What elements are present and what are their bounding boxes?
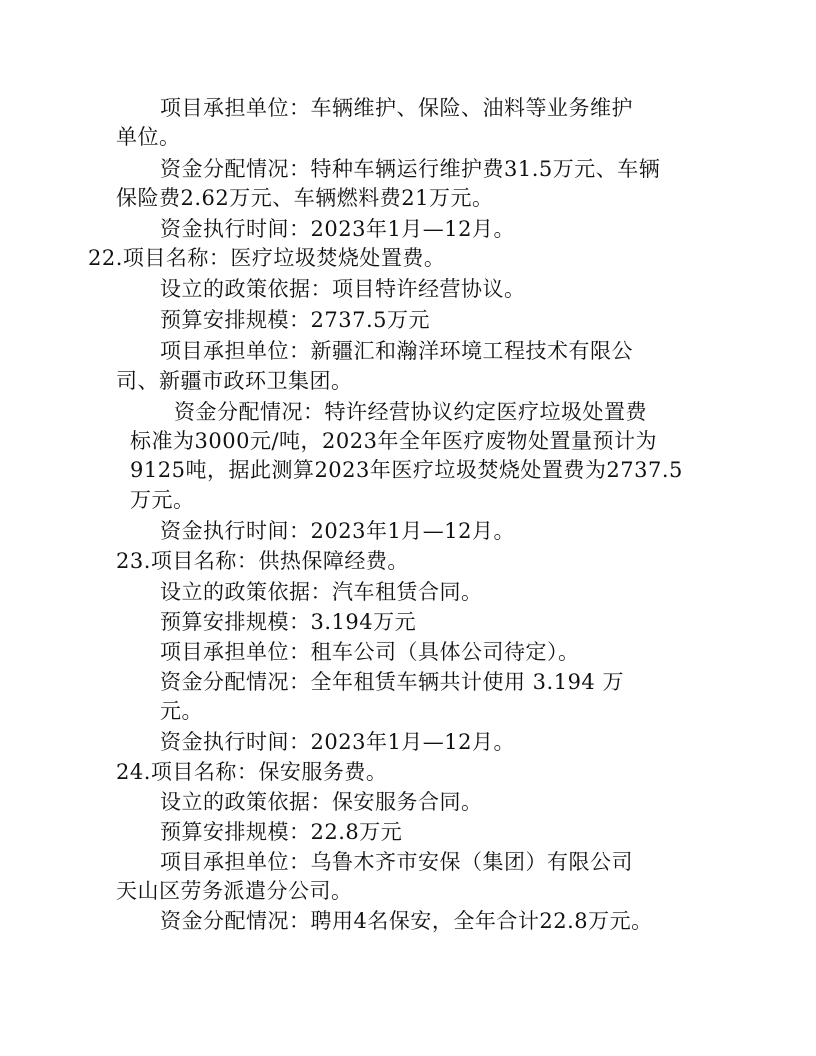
text-line: 设立的政策依据：汽车租赁合同。 bbox=[160, 580, 483, 604]
text-line: 资金执行时间：2023年1月—12月。 bbox=[160, 730, 516, 754]
text-line: 预算安排规模：22.8万元 bbox=[160, 820, 403, 844]
text-line: 天山区劳务派遣分公司。 bbox=[116, 879, 353, 903]
text-line: 司、新疆市政环卫集团。 bbox=[116, 369, 353, 393]
text-line: 资金分配情况：特许经营协议约定医疗垃圾处置费 bbox=[174, 400, 647, 424]
text-line: 项目承担单位：乌鲁木齐市安保（集团）有限公司 bbox=[160, 850, 633, 874]
text-line: 9125吨，据此测算2023年医疗垃圾焚烧处置费为2737.5 bbox=[130, 458, 683, 482]
text-line: 标准为3000元/吨，2023年全年医疗废物处置量预计为 bbox=[130, 429, 657, 453]
text-line: 资金执行时间：2023年1月—12月。 bbox=[160, 217, 516, 241]
text-line: 设立的政策依据：项目特许经营协议。 bbox=[160, 277, 526, 301]
text-line: 资金执行时间：2023年1月—12月。 bbox=[160, 519, 516, 543]
section-heading: 23.项目名称：供热保障经费。 bbox=[116, 549, 409, 573]
text-line: 资金分配情况：全年租赁车辆共计使用 3.194 万 bbox=[160, 670, 624, 694]
section-heading: 22.项目名称：医疗垃圾焚烧处置费。 bbox=[88, 246, 446, 270]
text-line: 项目承担单位：新疆汇和瀚洋环境工程技术有限公 bbox=[160, 339, 633, 363]
text-line: 项目承担单位：租车公司（具体公司待定）。 bbox=[160, 640, 580, 664]
text-line: 单位。 bbox=[116, 125, 181, 149]
text-line: 设立的政策依据：保安服务合同。 bbox=[160, 790, 483, 814]
text-line: 万元。 bbox=[130, 488, 195, 512]
text-line: 项目承担单位：车辆维护、保险、油料等业务维护 bbox=[160, 96, 633, 120]
text-line: 保险费2.62万元、车辆燃料费21万元。 bbox=[116, 186, 494, 210]
text-line: 资金分配情况：特种车辆运行维护费31.5万元、车辆 bbox=[160, 157, 661, 181]
section-heading: 24.项目名称：保安服务费。 bbox=[116, 760, 388, 784]
text-line: 预算安排规模：3.194万元 bbox=[160, 610, 417, 634]
text-line: 资金分配情况：聘用4名保安，全年合计22.8万元。 bbox=[160, 909, 653, 933]
text-line: 预算安排规模：2737.5万元 bbox=[160, 308, 430, 332]
text-line: 元。 bbox=[160, 699, 203, 723]
